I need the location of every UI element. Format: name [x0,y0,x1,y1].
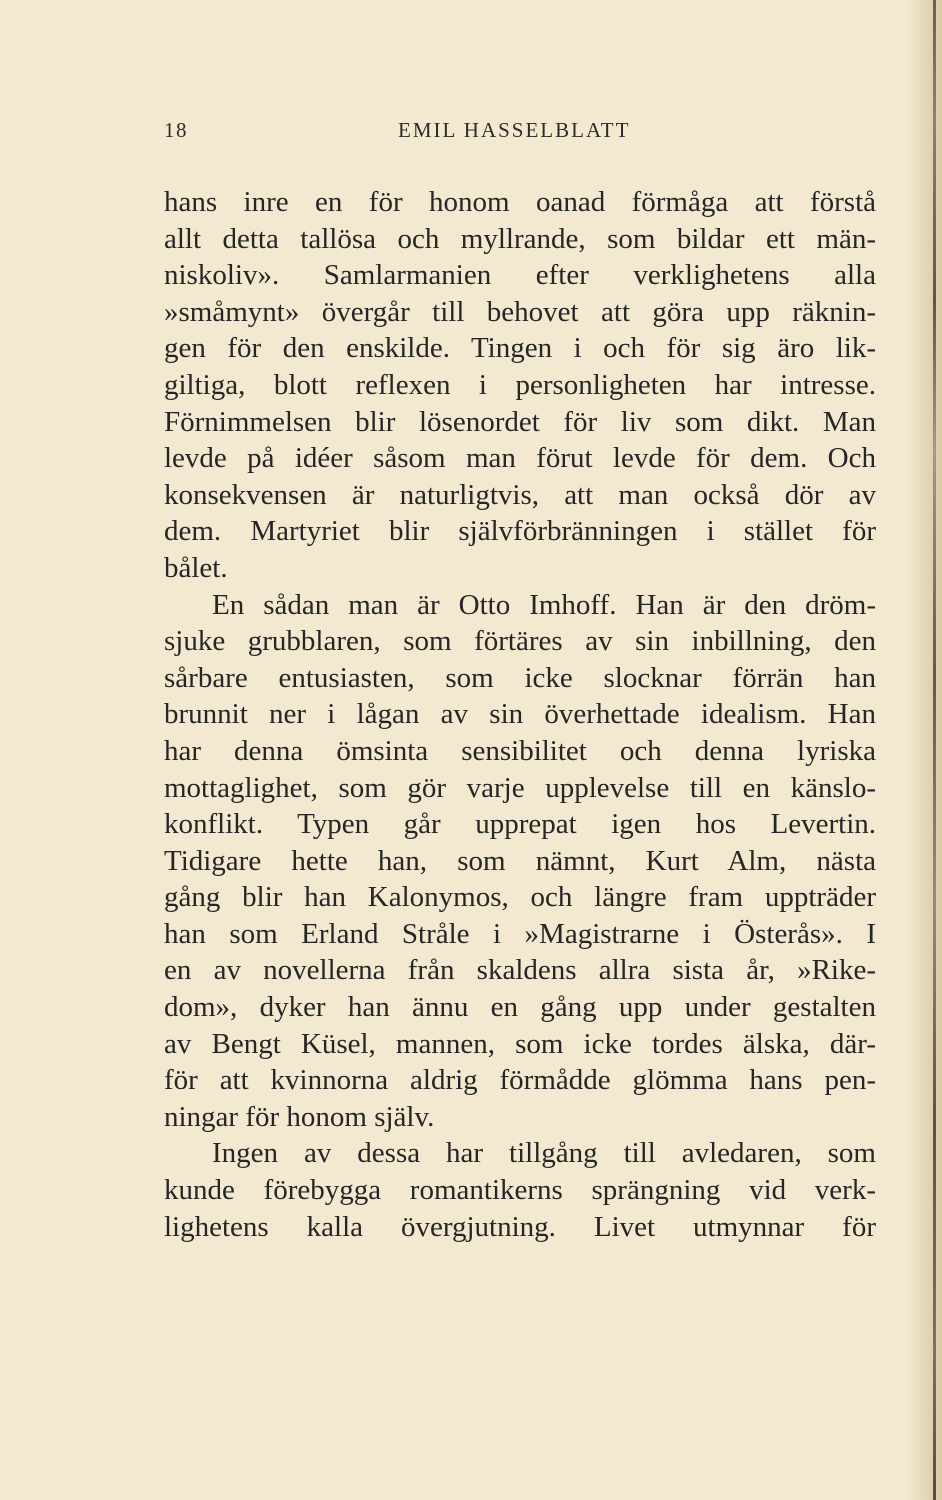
text-line: en av novellerna från skaldens allra sista år, »Rike- [164,954,876,987]
text-line: giltiga, blott reflexen i personligheten har intresse. [164,368,876,401]
text-line: gång blir han Kalonymos, och längre fram uppträder [164,881,876,914]
text-line: sårbare entusiasten, som icke slocknar förrän han [164,661,876,694]
page-edge [906,0,942,1500]
running-title: EMIL HASSELBLATT [398,118,631,142]
text-line: bålet. [164,551,228,584]
text-line: gen för den enskilde. Tingen i och för sig äro lik- [164,332,876,365]
text-line: ningar för honom själv. [164,1100,435,1133]
page-number: 18 [164,118,188,142]
text-line: Förnimmelsen blir lösenordet för liv som dikt. Man [164,405,876,438]
text-line: levde på idéer såsom man förut levde för dem. Och [164,442,876,475]
page-edge-shadow [933,0,936,1500]
text-line: han som Erland Stråle i »Magistrarne i Österås». I [164,917,876,950]
text-line: En sådan man är Otto Imhoff. Han är den dröm- [212,588,876,621]
text-line: av Bengt Küsel, mannen, som icke tordes älska, där- [164,1027,876,1060]
text-line: brunnit ner i lågan av sin överhettade idealism. Han [164,698,876,731]
text-line: sjuke grubblaren, som förtäres av sin inbillning, den [164,625,876,658]
text-line: »småmynt» övergår till behovet att göra upp räknin- [164,295,876,328]
text-line: konsekvensen är naturligtvis, att man också dör av [164,478,876,511]
text-line: mottaglighet, som gör varje upplevelse till en känslo- [164,771,876,804]
text-line: allt detta tallösa och myllrande, som bildar ett män- [164,222,876,255]
text-line: dom», dyker han ännu en gång upp under gestalten [164,991,876,1024]
text-line: niskoliv». Samlarmanien efter verklighetens alla [164,259,876,292]
text-line: Tidigare hette han, som nämnt, Kurt Alm, nästa [164,844,876,877]
text-line: konflikt. Typen går upprepat igen hos Levertin. [164,808,876,841]
running-head [0,118,942,148]
text-line: hans inre en för honom oanad förmåga att förstå [164,186,876,218]
text-line: för att kvinnorna aldrig förmådde glömma hans pen- [164,1064,876,1097]
text-line: kunde förebygga romantikerns sprängning vid verk- [164,1174,876,1207]
text-line: dem. Martyriet blir självförbränningen i stället för [164,515,876,548]
text-line: Ingen av dessa har tillgång till avledaren, som [212,1137,876,1170]
body-text [164,184,876,1245]
text-line: lighetens kalla övergjutning. Livet utmynnar för [164,1210,876,1243]
text-line: har denna ömsinta sensibilitet och denna lyriska [164,734,876,767]
